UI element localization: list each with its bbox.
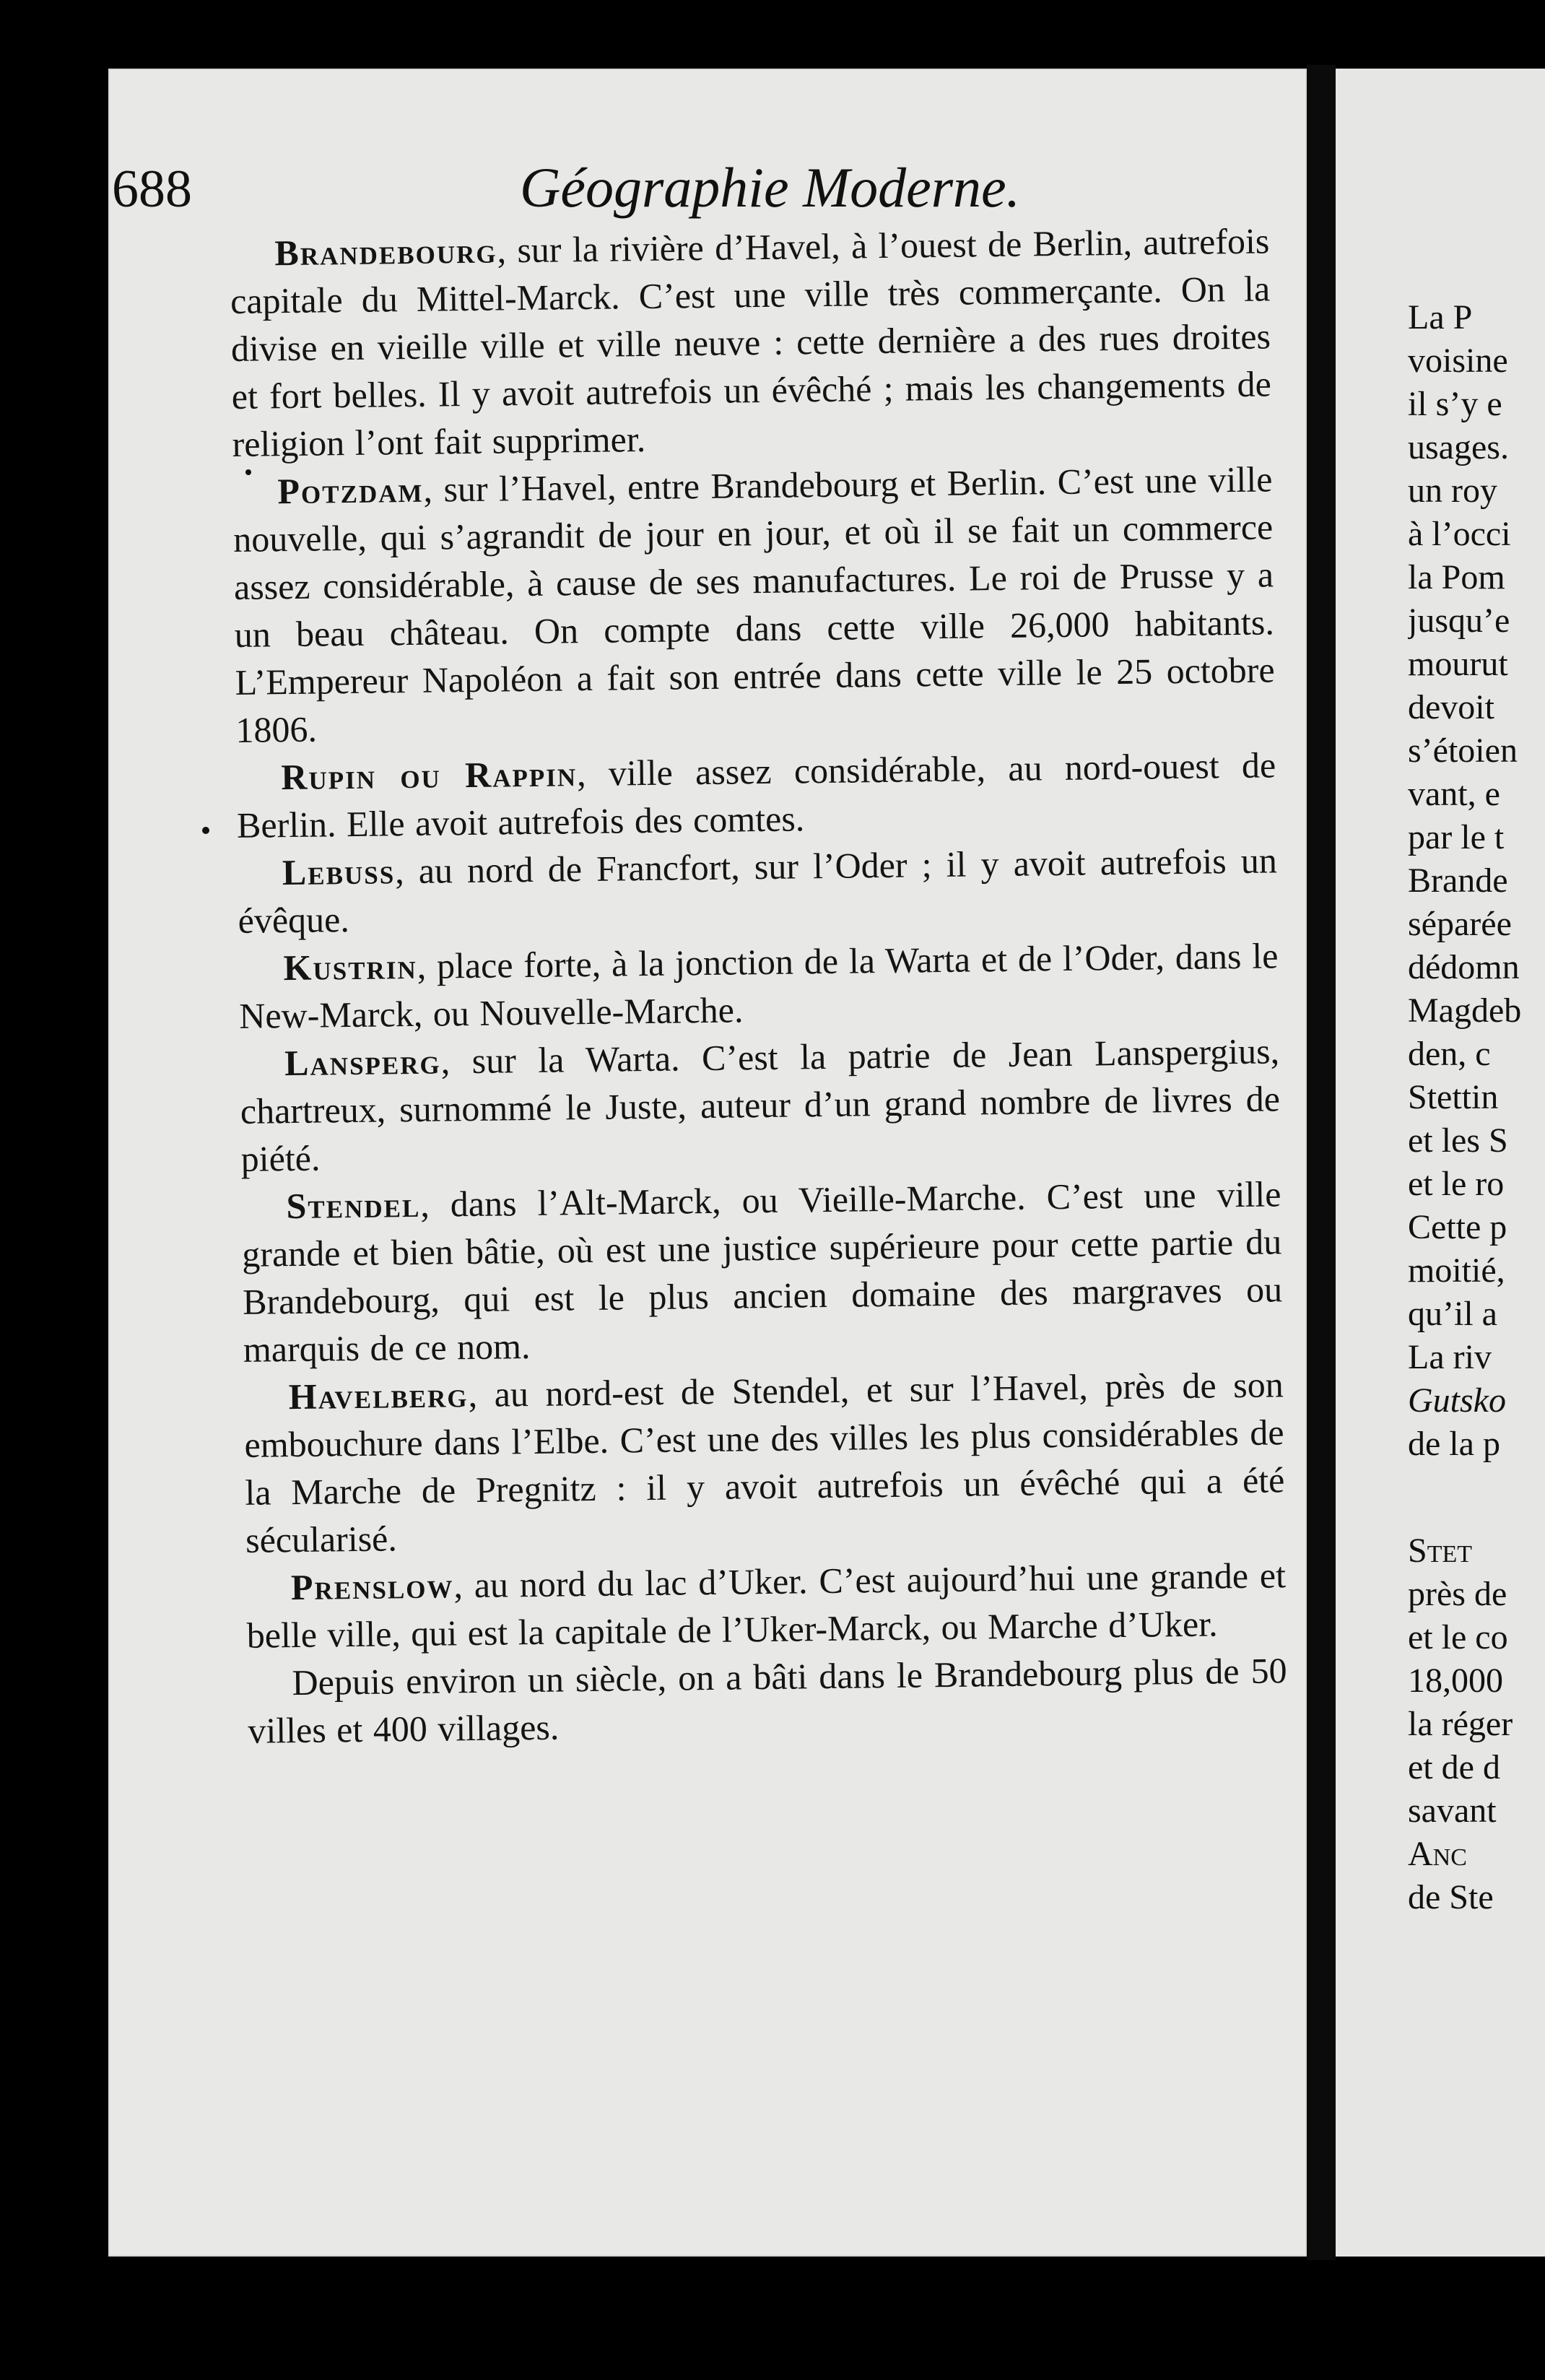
right-line: de Ste bbox=[1408, 1878, 1494, 1916]
paragraph-lead: Lansperg bbox=[284, 1041, 442, 1084]
ink-speck bbox=[245, 469, 251, 475]
right-line: Anc bbox=[1408, 1835, 1467, 1873]
paragraph-text: Depuis environ un siècle, on a bâti dans le Brandebourg plus de 50 villes et 400 villages. bbox=[248, 1650, 1287, 1751]
body-text bbox=[230, 217, 1288, 1754]
paragraph-lead: Prenslow bbox=[290, 1565, 454, 1608]
right-line: Stettin bbox=[1408, 1078, 1499, 1116]
right-line: la réger bbox=[1408, 1705, 1513, 1743]
right-line: mourut bbox=[1408, 645, 1508, 683]
right-page-fragments bbox=[1408, 296, 1545, 1919]
paragraph-lead: Havelberg bbox=[288, 1374, 469, 1417]
right-line: usages. bbox=[1408, 428, 1509, 466]
right-line: qu’il a bbox=[1408, 1295, 1497, 1333]
paragraph-lansperg bbox=[240, 1027, 1281, 1183]
paragraph-havelberg bbox=[243, 1360, 1285, 1564]
right-line: et le ro bbox=[1408, 1165, 1505, 1203]
right-line: La P bbox=[1408, 298, 1473, 336]
paragraph-closing bbox=[247, 1646, 1288, 1755]
right-line: jusqu’e bbox=[1408, 601, 1510, 640]
paragraph-lead: Potzdam bbox=[277, 469, 424, 512]
paragraph-text: , sur la rivière d’Havel, à l’ouest de Berlin, autrefois capitale du Mittel-Marck. C’est une ville très commerçante. On la divise en vieille ville et ville neuve : cette dernière a des rues droites et fort belles. Il y avoit autrefois un évêché ; mais les changements de religion l’ont fait supprimer. bbox=[230, 220, 1272, 464]
right-line: par le t bbox=[1408, 818, 1505, 856]
right-line: dédomn bbox=[1408, 948, 1520, 986]
right-line: s’étoien bbox=[1408, 731, 1518, 770]
right-line: Stet bbox=[1408, 1532, 1473, 1570]
paragraph-brandebourg bbox=[230, 217, 1272, 468]
right-line: devoit bbox=[1408, 688, 1494, 726]
right-line: un roy bbox=[1408, 472, 1497, 510]
paragraph-text: , au nord du lac d’Uker. C’est aujourd’hui une grande et belle ville, qui est la capitale de l’Uker-Marck, ou Marche d’Uker. bbox=[246, 1555, 1287, 1656]
paragraph-lebuss bbox=[237, 836, 1278, 944]
right-line: séparée bbox=[1408, 905, 1512, 943]
right-line: Cette p bbox=[1408, 1208, 1507, 1246]
running-title: Géographie Moderne. bbox=[520, 156, 1021, 219]
paragraph-stendel bbox=[241, 1170, 1283, 1373]
paragraph-text: , dans l’Alt-Marck, ou Vieille-Marche. C’est une ville grande et bien bâtie, où est une justice supérieure pour cette partie du Brandebourg, qui est le plus ancien domaine des margraves ou marquis de ce nom. bbox=[241, 1173, 1283, 1370]
paragraph-potzdam bbox=[232, 455, 1276, 754]
right-line: et les S bbox=[1408, 1121, 1508, 1160]
paragraph-lead: Lebuss bbox=[282, 851, 396, 893]
right-line: à l’occi bbox=[1408, 515, 1511, 553]
right-line: La riv bbox=[1408, 1338, 1492, 1376]
paragraph-lead: Kustrin bbox=[283, 945, 417, 989]
paragraph-text: , ville assez considérable, au nord-ouest de Berlin. Elle avoit autrefois des comtes. bbox=[236, 744, 1276, 846]
paragraph-text: , au nord de Francfort, sur l’Oder ; il y avoit autrefois un évêque. bbox=[238, 840, 1278, 941]
paragraph-text: , place forte, à la jonction de la Warta et de l’Oder, dans le New-Marck, ou Nouvelle-Marche. bbox=[238, 935, 1279, 1036]
right-line: den, c bbox=[1408, 1035, 1491, 1073]
paragraph-text: , sur la Warta. C’est la patrie de Jean Lanspergius, chartreux, surnommé le Juste, auteur d’un grand nombre de livres de piété. bbox=[240, 1030, 1281, 1179]
paragraph-rupin bbox=[236, 741, 1277, 849]
right-line: la Pom bbox=[1408, 558, 1505, 596]
right-line: de la p bbox=[1408, 1425, 1500, 1463]
right-line: moitié, bbox=[1408, 1251, 1505, 1290]
page-number: 688 bbox=[112, 160, 192, 219]
right-line: Brande bbox=[1408, 861, 1508, 900]
right-line: vant, e bbox=[1408, 775, 1500, 813]
paragraph-text: , au nord-est de Stendel, et sur l’Havel, près de son embouchure dans l’Elbe. C’est une des villes les plus considérables de la Marche de Pregnitz : il y avoit autrefois un évêché qui a été sécularisé. bbox=[244, 1364, 1285, 1560]
right-line: près de bbox=[1408, 1575, 1507, 1613]
right-line: voisine bbox=[1408, 342, 1508, 380]
paragraph-lead: Brandebourg bbox=[274, 230, 497, 274]
right-line: 18,000 bbox=[1408, 1662, 1503, 1700]
paragraph-lead: Stendel bbox=[286, 1184, 421, 1227]
right-line: et le co bbox=[1408, 1618, 1508, 1656]
paragraph-kustrin bbox=[238, 931, 1279, 1040]
right-line: Magdeb bbox=[1408, 991, 1522, 1030]
right-line: et de d bbox=[1408, 1748, 1500, 1786]
paragraph-lead: Rupin ou Rappin bbox=[280, 753, 578, 798]
paragraph-text: , sur l’Havel, entre Brandebourg et Berlin. C’est une ville nouvelle, qui s’agrandit de jour en jour, et où il se fait un commerce assez considérable, à cause de ses manufactures. Le roi de Prusse y a un beau château. On compte dans cette ville 26,000 habitants. L’Empereur Napoléon a fait son entrée dans cette ville le 25 octobre 1806. bbox=[232, 459, 1275, 750]
paragraph-prenslow bbox=[246, 1551, 1287, 1659]
right-line bbox=[1408, 1466, 1545, 1529]
book-gutter bbox=[1307, 65, 1336, 2260]
ink-speck bbox=[202, 827, 209, 834]
right-line: Gutsko bbox=[1408, 1381, 1506, 1420]
right-line: savant bbox=[1408, 1791, 1497, 1830]
right-line: il s’y e bbox=[1408, 385, 1502, 423]
